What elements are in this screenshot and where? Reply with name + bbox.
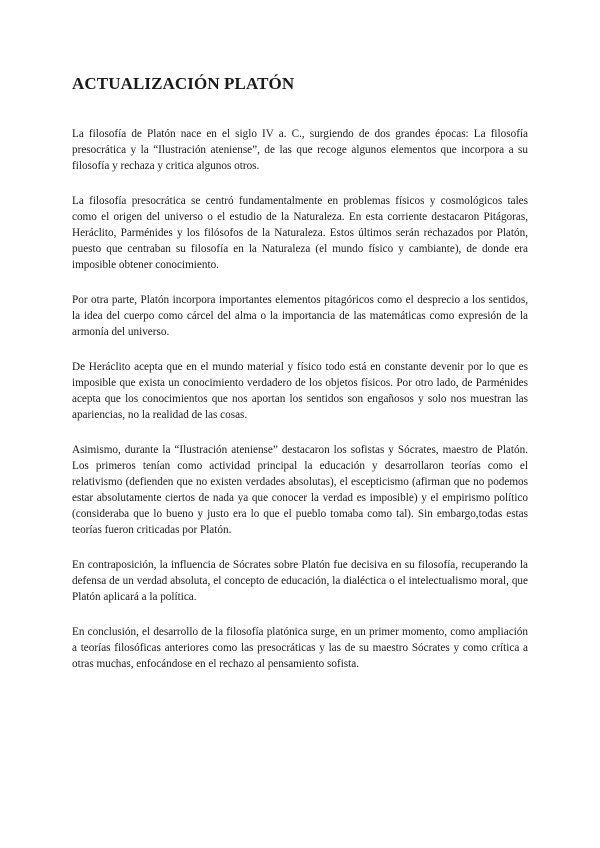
paragraph-pythagorean: Por otra parte, Platón incorpora importantes elementos pitagóricos como el desprecio a los sentidos, la idea del cuerpo como cárcel del alma o la importancia de las matemáticas como expresión de la armonía del universo.: [72, 294, 528, 338]
paragraph-athenian-enlightenment: Asimismo, durante la “Ilustración ateniense” destacaron los sofistas y Sócrates, maestro de Platón. Los primeros tenían como actividad principal la educación y desarrollaron teorías como el relativismo (defienden que no existen verdades absolutas), el escepticismo (afirman que no podemos estar absolutamente ciertos de nada ya que conocer la verdad es imposible) y el empirismo político (consideraba que lo bueno y justo era lo que el pueblo tomaba como tal). Sin embargo,todas estas teorías fueron criticadas por Platón.: [72, 444, 528, 536]
paragraph-conclusion: En conclusión, el desarrollo de la filosofía platónica surge, en un primer momento, como ampliación a teorías filosóficas anteriores como las presocráticas y las de su maestro Sócrates y como crítica a otras muchas, enfocándose en el rechazo al pensamiento sofista.: [72, 626, 528, 670]
paragraph-socrates: En contraposición, la influencia de Sócrates sobre Platón fue decisiva en su filosofía, recuperando la defensa de un verdad absoluta, el concepto de educación, la dialéctica o el intelectualismo moral, que Platón aplicará a la política.: [72, 559, 528, 603]
document-body: [72, 126, 528, 691]
paragraph-heraclitus-parmenides: De Heráclito acepta que en el mundo material y físico todo está en constante devenir por lo que es imposible que exista un conocimiento verdadero de los objetos físicos. Por otro lado, de Parménides acepta que los conocimientos que nos aportan los sentidos son engañosos y solo nos muestran las apariencias, no la realidad de las cosas.: [72, 361, 528, 421]
paragraph-intro: La filosofía de Platón nace en el siglo IV a. C., surgiendo de dos grandes épocas: La filosofía presocrática y la “Ilustración ateniense”, de las que recoge algunos elementos que incorpora a su filosofía y rechaza y critica algunos otros.: [72, 128, 528, 172]
paragraph-presocratic: La filosofía presocrática se centró fundamentalmente en problemas físicos y cosmológicos tales como el origen del universo o el estudio de la Naturaleza. En esta corriente destacaron Pitágoras, Heráclito, Parménides y los filósofos de la Naturaleza. Estos últimos serán rechazados por Platón, puesto que centraban su filosofía en la Naturaleza (el mundo físico y cambiante), de donde era imposible obtener conocimiento.: [72, 195, 528, 271]
document-title: ACTUALIZACIÓN PLATÓN: [72, 74, 295, 93]
